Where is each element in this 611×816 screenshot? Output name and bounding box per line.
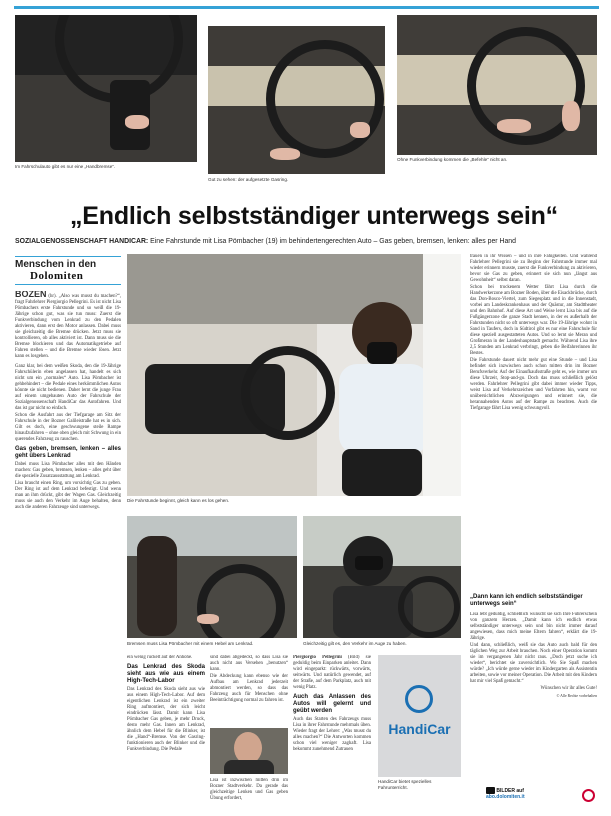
col2-p2: Das Lenkrad des Skoda sieht aus wie aus einem High-Tech-Labor. Auf dem eigentlichen Lenkrad ist ein zweiter Ring aufmontiert, der sich leicht eindrücken lässt. Damit kann Lisa Pömbacher Gas geben, je mehr Druck, desto mehr Gas. Innen am Lenkrad, ähnlich dem Hebel für die Blinker, ist die „Hand“-Bremse. Von der Gasring-funktionieren auch der Blinker und die Funkverbindung. Die Pedale [127, 687, 205, 752]
column-3 [210, 655, 288, 725]
col2-subheading: Das Lenkrad des Skoda sieht aus wie aus einem High-Tech-Labor [127, 664, 205, 684]
photo-gasring-caption: Gut zu sehen: der aufgesetzte Gasring. [208, 177, 289, 182]
col4-p1-text: (Bild) sie geduldig beim Einparken anleitet. Dann wird eingeparkt: rückwärts, vorwärts, seitwärts. Und natürlich gewendet, auf der Straße, auf dem Parkplatz, auch mit wenig Platz. [293, 655, 371, 690]
right-bottom-credit: © Alle Rechte vorbehalten [556, 694, 597, 698]
footer-box [486, 787, 597, 807]
column-header-brand: Dolomiten [30, 270, 84, 282]
col1-p5: Lisa braucht einen Ring, um vorsichtig Gas zu geben. Der Ring ist auf dem Lenkrad befestigt. Und wenn man an ihm drückt, gibt der Wagen Gas. Gleichzeitig muss sie auch den Verkehr im Auge behalten, denn auch die anderen Fahrzeuge sind unterwegs. [15, 481, 121, 510]
article-headline: „Endlich selbstständiger unterwegs sein“ [70, 202, 558, 230]
photo-radio [397, 15, 597, 155]
lead-place: BOZEN [15, 291, 47, 299]
right-p2: Schon bei trockenem Wetter fährt Lisa durch die Handwerkerzone am Bozner Boden, über die Eisackbrücke, durch das Don-Bosco-Viertel, zum Siegesplatz und in die Innenstadt, vorbei am Landeskrankenhaus und der Quästur, am Stadttheater und den Bahnhof. Auf diese Art und Weise lernt Lisa bis auf die Fußgängerzone die ganze Stadt kennen, in der es außerhalb der Fahrstunden nicht so oft unterwegs war. Die 19-Jährige wohnt in Sand in Taufers, doch in Südtirol gibt es nur eine Fahrschule für diese speziell ausgestatteten Autos. Und so lernt sie Meran und Großmeran in der Landeshauptstadt gemacht. Während Lisa ihre 2,5 Stunden am Lenkrad verbringt, geben die Beifahrerinnen ihr Bestes. [470, 285, 597, 356]
column-right-bottom [470, 612, 597, 782]
column-2 [127, 655, 205, 805]
photo-radio-caption: Ohne Funkverbindung kommen die „Befehle“ nicht an. [397, 157, 508, 162]
wheelchair-icon [405, 685, 433, 713]
column-1 [15, 291, 121, 787]
column-right-top [470, 254, 597, 590]
lead-text: (hr). „Also was musst du machen?“, fragt Fahrlehrer Piergiorgio Pellegrini. Es ist nicht Lisa Pömbachers erste Fahrstunde und so weiß die 19-Jährige schon gut, was sie tun muss: Zuerst die Funkverbindung vom Lenkrad zu den Pedalen aktivieren, dann erst den Motor anlassen. Dabei muss sie gleichzeitig die Bremse drücken. Jetzt muss sie kontrollieren, ob alles aktiviert ist. Dann muss sie die Bremse blockieren und das Automatikgetriebe auf Fahren stellen – und die Bremse wieder lösen. Jetzt kann es losgehen. [15, 294, 121, 359]
camera-icon [486, 787, 495, 794]
photo-handbrake-caption: Im Fahrschulauto gibt es nur eine „Handbremse“. [15, 164, 116, 169]
photo-main-caption: Die Fahrstunde beginnt, gleich kann es los gehen. [127, 498, 230, 503]
column-header-rule-bottom [15, 284, 121, 285]
photo-gasring [208, 26, 385, 174]
column-header-rule-top [15, 256, 121, 257]
col3-p1: sind dabei abgedeckt, so dass Lisa sie auch nicht aus Versehen „benutzen“ kann. [210, 655, 288, 672]
photo-handbrake [15, 15, 197, 162]
subline-kicker: SOZIALGENOSSENSCHAFT HANDICAR: [15, 238, 149, 245]
right-bottom-p1: Lisa lebt geduldig, schließlich wünscht sie sich Ihre Führerschein von ganzem Herzen. „Damit kann ich endlich etwas selbstständiger unterwegs sein und bin nicht immer darauf angewiesen, dass mich meine Eltern fahren“, erklärt die 19-Jährige. [470, 612, 597, 641]
lead-paragraph [15, 291, 121, 360]
col4-p2: Auch das Starten des Fahrzeugs muss Lisa in ihrer Fahrstunde mehrmals üben. Wieder fragt der Lehrer: „Was musst du alles machen?“ Die Antworten kommen schon viel weniger zaghaft. Lisa bekommt zunehmend Zutrauen [293, 717, 371, 752]
photo-traffic-caption: Gleichzeitig gilt es, den Verkehr im Auge zu haben. [303, 641, 407, 646]
handicar-logo-text: HandiCar [388, 721, 451, 737]
col4-name: Piergiorgio Pellegrini [293, 655, 342, 660]
top-accent-bar [14, 6, 599, 9]
photo-brake-lever [127, 516, 297, 638]
col1-p3: Schon die Ausfahrt aus der Tiefgarage am Sitz der Fahrschule in der Bozner Galileistraße hat es in sich. Gilt es doch, eine geschwungene steile Rampe hinaufzufahren – ohne oben gleich mit Schwung in ein querendes Fahrzeug zu rauschen. [15, 413, 121, 442]
subline-text: Eine Fahrstunde mit Lisa Pömbacher (19) im behindertengerechten Auto – Gas geben, bremsen, lenken: alles per Hand [150, 238, 516, 245]
photo-instructor-portrait [210, 728, 288, 774]
handicar-caption: HandiCar bietet spezielles Fahrunterricht. [378, 779, 432, 790]
right-p1: trauen in ihr Wissen – und in ihre Fähigkeiten. Und während Fahrlehrer Pellegrini sie zu Beginn der Fahrstunde immer mal wieder erinnern musste, zuerst die Funkverbindung zu aktivieren, bevor sie Gas zu geben, erinnert sie sich nun „längst aus Gewohnheit“ selbst daran. [470, 254, 597, 283]
column-header-kicker: Menschen in den [15, 259, 97, 270]
right-bottom-p3: Wünschen wir ihr alles Gute! [540, 686, 597, 691]
col3-p3: Lisa ist inzwischen mitten drin im Bozner Stadtverkehr. Da gerade das gleichzeitige Lenken und Gas geben Übung erfordert, [210, 778, 288, 801]
right-p3: Die Fahrstunde dauert nicht mehr gut eine Stunde – und Lisa befindet sich inzwischen auch schon mitten drin im Bozner Berufsverkehr. Auf der Einaufkaufsstraße geht es, wie immer um diese Uhrzeit, Stop-and-go. Doch das muss schließlich gelöst werden. Fahrlehrer Pellegrini gibt dabei immer wieder Tipps, weist Lisa auf Verkehrszeichen und Vorfahrten hin, warnt vor unübersichtlichen Abzweigungen und erinnert sie, die herannahenden Autos auf der Rampe zu beachten. Auch die Tiefgarage fährt Lisa wenig schwungvoll. [470, 358, 597, 411]
article-subline [15, 237, 516, 246]
handicar-logo-box [378, 655, 461, 777]
footer-label-1: BILDER auf [496, 787, 524, 794]
column-4 [293, 655, 371, 805]
footer-label-2[interactable]: abo.dolomiten.it [486, 794, 525, 800]
right-bottom-p2: Und dann, schließlich, weiß sie das Auto auch bald für den täglichen Weg zur Arbeit brauchen. Noch einer Operation kommt sie im vergangenen Jahr nicht raus. „Doch jetzt suche ich wieder“, berichtet sie zuversichtlich. Wo Sie Spaß machen würde? „Ich würde gerne wieder im Kindergarten als Assistentin arbeiten, sowie vor meiner Operation. Die Arbeit mit den Kindern hat mir viel Spaß gemacht.“ [470, 643, 597, 684]
qr-code-icon [582, 789, 595, 802]
col1-p2: Ganz klar, bei dem weißen Skoda, den die 19-Jährige Fahrschülerin eben angelassen hat, handelt es sich nicht um ein „normales“ Auto. Lisa Pömbacher ist gehbehindert – die Pedale eines herkömmlichen Autos könnte sie nicht bedienen. Daher lernt die junge Frau auf einem umgebauten Auto der Fahrschule der Sozialgenossenschaft HandiCar das Autofahren. Und das ist gar nicht so einfach. [15, 364, 121, 411]
col2-p1: ein wenig ruckelt auf der Anhöhe. [127, 655, 193, 660]
col4-subheading: Auch das Anlassen des Autos will gelernt und geübt werden [293, 694, 371, 714]
col1-subheading: Gas geben, bremsen, lenken – alles geht übers Lenkrad [15, 446, 121, 459]
col1-p4: Dabei muss Lisa Pömbacher alles mit den Händen machen: Gas geben, bremsen, lenken – alles geht über die spezielle Zusatzausstattung am Lenkrad. [15, 462, 121, 479]
photo-main-car [127, 254, 461, 496]
right-subheading: „Dann kann ich endlich selbstständiger unterwegs sein“ [470, 594, 583, 607]
column-3-bottom [210, 778, 288, 806]
col4-p1 [293, 655, 371, 691]
photo-brake-caption: Bremsen muss Lisa Pömbacher mit einem Hebel am Lenkrad. [127, 641, 254, 646]
photo-traffic [303, 516, 461, 638]
col3-p2: Die Abdeckung kann ebenso wie der Aufbau am Lenkrad jederzeit abmontiert werden, so dass das Fahrzeug auch für Menschen ohne Beeinträchtigung normal zu fahren ist. [210, 674, 288, 703]
